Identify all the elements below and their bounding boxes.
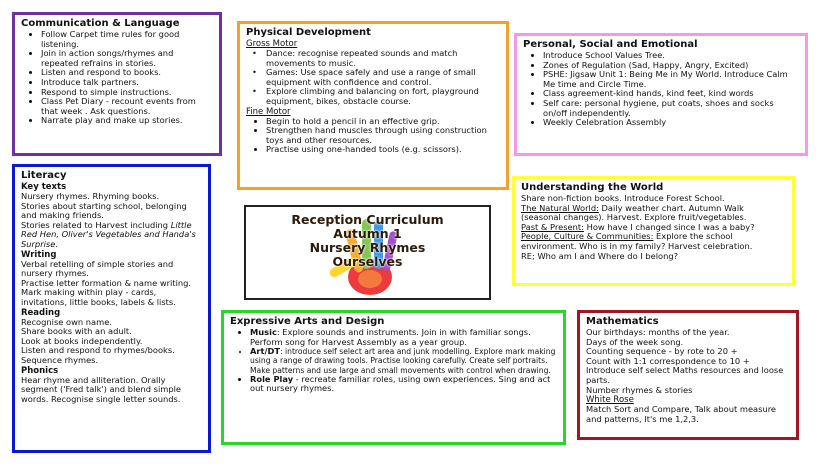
list-item: • Self care: personal hygiene, put coats, shoes and socks on/off independently. (543, 99, 799, 118)
curriculum-title-line: Autumn 1 (333, 226, 402, 241)
re-heading: RE; (521, 250, 535, 261)
utw-title: Understanding the World (521, 182, 664, 193)
literacy-text: Mark making within play - cards, invitations, little books, labels & lists. (21, 287, 176, 307)
literacy-text (21, 221, 202, 250)
utw-text (521, 232, 786, 251)
physical-development-panel (237, 21, 509, 190)
list-item (250, 347, 557, 375)
literacy-text: Share books with an adult. (21, 326, 132, 337)
math-text: Days of the week song. (586, 336, 684, 347)
list-item: • Dance: recognise repeated sounds and match movements to music. (252, 49, 500, 68)
math-text: Our birthdays: months of the year. (586, 327, 730, 337)
utw-text: Share non-fiction books. Introduce Forest School. (521, 193, 725, 203)
list-item: • Games: Use space safely and use a range of small equipment with confidence and control. (252, 68, 500, 87)
key-texts-heading: Key texts (21, 182, 67, 192)
list-item: • Narrate play and make up stories. (41, 116, 213, 126)
communication-language-panel (12, 12, 222, 156)
list-item: • Introduce School Values Tree. (543, 51, 799, 61)
literacy-text: Nursery rhymes. Rhyming books. (21, 191, 160, 201)
re-text: Who am I and Where do I belong? (534, 250, 679, 261)
list-item (250, 328, 557, 347)
ead-list (230, 328, 557, 394)
ead-title: Expressive Arts and Design (230, 316, 385, 327)
literacy-title: Literacy (21, 170, 67, 181)
utw-text (521, 204, 786, 223)
curriculum-title-line: Reception Curriculum (291, 212, 444, 227)
literacy-text: Stories about starting school, belonging and making friends. (21, 200, 187, 221)
literacy-text: Look at books independently. (21, 335, 143, 346)
list-item: • Respond to simple instructions. (41, 88, 213, 98)
literacy-text: Hear rhyme and alliteration. Orally segment ('Fred talk') and blend simple words. Recognise single letter sounds. (21, 374, 182, 404)
curriculum-title-text (246, 213, 489, 269)
physical-title: Physical Development (246, 27, 371, 38)
list-item: • Practise using one-handed tools (e.g. scissors). (266, 145, 500, 155)
list-item: • Strengthen hand muscles through using construction toys and other resources. (266, 126, 500, 145)
list-item: • Join in action songs/rhymes and repeated refrains in stories. (41, 49, 213, 68)
list-item: • Zones of Regulation (Sad, Happy, Angry, Excited) (543, 61, 799, 71)
communication-title: Communication & Language (21, 18, 180, 29)
list-item: • Follow Carpet time rules for good listening. (41, 30, 213, 49)
math-title: Mathematics (586, 316, 659, 327)
list-item: • Listen and respond to books. (41, 68, 213, 78)
curriculum-title-line: Ourselves (332, 254, 403, 269)
literacy-book-titles: Little Red Hen, Oliver's Vegetables and Handa's Surprise. (21, 219, 196, 249)
role-play-label: Role Play (250, 373, 294, 384)
personal-social-emotional-panel (514, 33, 808, 156)
math-text: Counting sequence - by rote to 20 + (586, 346, 738, 357)
curriculum-title-line: Nursery Rhymes (309, 240, 426, 255)
gross-motor-heading: Gross Motor (246, 39, 298, 49)
literacy-text: Recognise own name. (21, 316, 112, 327)
phonics-heading: Phonics (21, 365, 59, 376)
fine-motor-list (246, 117, 500, 155)
role-play-text: - recreate familiar roles, using own experiences. Sing and act out nursery rhymes. (250, 373, 551, 394)
natural-world-text: Daily weather chart. Autumn Walk (seasonal changes). Harvest. Explore fruit/vegetables. (521, 202, 747, 223)
art-label: Art/DT (250, 346, 281, 357)
mathematics-panel (577, 310, 799, 440)
literacy-text: Listen and respond to rhymes/books. (21, 345, 175, 356)
math-text: Count with 1:1 correspondence to 10 + (586, 355, 750, 366)
literacy-text-plain: Stories related to Harvest including (21, 219, 171, 230)
pse-title: Personal, Social and Emotional (523, 39, 698, 50)
gross-motor-list (246, 49, 500, 107)
literacy-text: Verbal retelling of simple stories and nursery rhymes. (21, 258, 174, 279)
people-culture-text: Explore the school environment. Who is in my family? Harvest celebration. (521, 231, 753, 251)
pse-list (523, 51, 799, 128)
fine-motor-heading: Fine Motor (246, 106, 291, 117)
curriculum-title-card (244, 205, 491, 300)
list-item: • Explore climbing and balancing on fort, playground equipment, bikes, obstacle course. (252, 87, 500, 106)
list-item (250, 375, 557, 394)
list-item: • Weekly Celebration Assembly (543, 118, 799, 128)
writing-heading: Writing (21, 249, 57, 260)
literacy-text: Sequence rhymes. (21, 354, 99, 365)
past-present-heading: Past & Present: (521, 221, 584, 232)
music-text: : Explore sounds and instruments. Join in with familiar songs. Perform song for Harvest Assembly as a year group. (250, 327, 531, 347)
math-text: Match Sort and Compare, Talk about measure and patterns, It's me 1,2,3. (586, 404, 777, 424)
list-item: • Introduce talk partners. (41, 78, 213, 88)
art-text: : introduce self select art area and junk modelling. Explore mark making using a range of drawing tools. Practise looking carefully. Create self portraits. Make patterns and use large and small movements with control when drawing. (250, 347, 556, 375)
utw-text (521, 252, 786, 262)
reading-heading: Reading (21, 307, 61, 318)
understanding-world-panel (512, 176, 795, 286)
communication-list (21, 30, 213, 126)
list-item: • PSHE: Jigsaw Unit 1: Being Me in My World. Introduce Calm Me time and Circle Time. (543, 70, 799, 89)
list-item: • Class Pet Diary - recount events from that week . Ask questions. (41, 97, 213, 116)
natural-world-heading: The Natural World: (521, 202, 599, 213)
literacy-text: Practise letter formation & name writing. (21, 277, 192, 288)
math-text: Introduce self select Maths resources and loose parts. (586, 365, 784, 385)
music-label: Music (250, 327, 277, 337)
list-item: • Begin to hold a pencil in an effective grip. (266, 117, 500, 127)
people-culture-heading: People, Culture & Communities: (521, 231, 654, 242)
literacy-panel (12, 164, 211, 453)
list-item: • Class agreement-kind hands, kind feet, kind words (543, 89, 799, 99)
white-rose-heading: White Rose (586, 395, 634, 406)
expressive-arts-panel (221, 310, 566, 445)
past-present-text: How have I changed since I was a baby? (583, 221, 755, 232)
math-text: Number rhymes & stories (586, 384, 693, 395)
